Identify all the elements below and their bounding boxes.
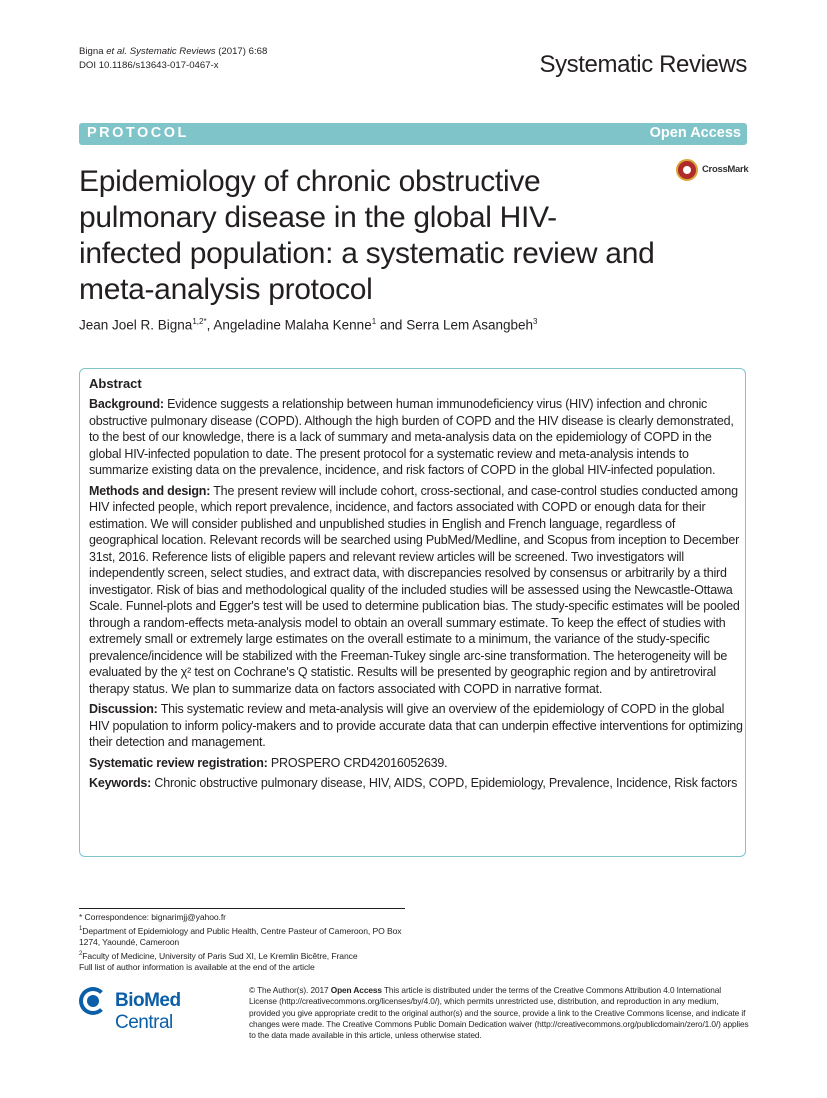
citation-journal: Systematic Reviews (129, 46, 216, 57)
article-type-label: PROTOCOL (87, 125, 189, 141)
section-text: Evidence suggests a relationship between human immunodeficiency virus (HIV) infection and chronic obstructive pulmonary disease (COPD). Although the high burden of COPD and the HIV disease is clearly demonstrated, to the best of our knowledge, there is a lack of summary and meta-analysis data on the epidemiology of COPD in the global HIV-infected population to date. The present protocol for a systematic review and meta-analysis intends to summarize existing data on the prevalence, incidence, and risk factors of COPD in the global HIV-infected population. (89, 397, 734, 477)
license-prefix: © The Author(s). 2017 (249, 985, 331, 995)
author-affiliation: 1,2* (192, 317, 207, 326)
author-affiliation: 3 (533, 317, 538, 326)
section-text: Chronic obstructive pulmonary disease, HIV, AIDS, COPD, Epidemiology, Prevalence, Incidence, Risk factors (151, 776, 738, 790)
biomed-central-icon-core (87, 995, 99, 1007)
section-label: Methods and design: (89, 483, 211, 498)
license-text: This article is distributed under the terms of the Creative Commons Attribution 4.0 International License (http://creativecommons.org/licenses/by/4.0/), which permits unrestricted use, distribution, and reproduction in any medium, provided you give appropriate credit to the original author(s) and the source, provide a link to the Creative Commons license, and indicate if changes were made. The Creative Commons Public Domain Dedication waiver (http://creativecommons.org/publicdomain/zero/1.0/) applies to the data made available in this article, unless otherwise stated. (249, 985, 749, 1041)
citation-year-volume: (2017) 6:68 (218, 46, 268, 57)
full-author-info-note: Full list of author information is available at the end of the article (79, 962, 315, 973)
article-title: Epidemiology of chronic obstructive pulmonary disease in the global HIV-infected population: a systematic review and meta-analysis protocol (79, 165, 655, 306)
crossmark-icon (676, 159, 698, 181)
affiliation-number: 2 (79, 950, 83, 957)
citation-line (79, 45, 267, 59)
logo-regular: Central (115, 1012, 173, 1033)
author-separator: and (376, 317, 407, 333)
section-label: Keywords: (89, 776, 152, 790)
author-affiliation: 1 (371, 317, 377, 326)
section-text: The present review will include cohort, cross-sectional, and case-control studies conducted among HIV infected people, which report prevalence, incidence, and factors associated with COPD or enough data for their estimation. We will consider published and unpublished studies in English and French language, regardless of geographical location. Relevant records will be searched using PubMed/Medline, and Scopus from inception to December 31st, 2016. Reference lists of eligible papers and relevant review articles will be screened. Two investigators will independently screen, select studies, and extract data, with discrepancies resolved by consensus or arbitrarily by a third investigator. Risk of bias and methodological quality of the included studies will be assessed using the Newcastle-Ottawa Scale. Funnel-plots and Egger's test will be used to determine publication bias. The study-specific estimates will be pooled through a random-effects meta-analysis model to obtain an overall summary estimate. To keep the effect of studies with extremely small or extremely large estimates on the overall estimate to a minimum, the variance of the study-specific prevalence/incidence will be stabilized with the Freeman-Tukey single arc-sine transformation. The heterogeneity will be evaluated by the χ² test on Cochrane's Q statistic. Results will be presented by geographic region and by antiretroviral therapy status. We plan to summarize data on factors associated with COPD in narrative format. (89, 483, 740, 696)
biomed-central-wordmark (115, 990, 239, 1034)
section-label: Background: (89, 397, 164, 411)
abstract-heading: Abstract (89, 376, 142, 391)
abstract-registration (89, 755, 743, 772)
affiliation-text: Faculty of Medicine, University of Paris Sud XI, Le Kremlin Bicêtre, France (82, 950, 358, 961)
abstract-discussion (89, 701, 743, 751)
citation-doi[interactable]: DOI 10.1186/s13643-017-0467-x (79, 60, 219, 71)
affiliation-number: 1 (79, 925, 83, 932)
journal-name: Systematic Reviews (539, 51, 747, 78)
author-list (79, 317, 537, 333)
section-label: Systematic review registration: (89, 755, 268, 770)
affiliation-1 (79, 924, 409, 949)
license-statement (249, 985, 749, 1041)
article-type-banner (79, 123, 747, 145)
logo-bold: BioMed (115, 990, 181, 1011)
crossmark-badge[interactable] (676, 156, 750, 186)
abstract-background (89, 396, 743, 479)
author-name: Angeladine Malaha Kenne (213, 317, 372, 333)
section-text: This systematic review and meta-analysis will give an overview of the epidemiology of COPD in the global HIV population to inform policy-makers and to provide accurate data that can underpin effective interventions for optimizing their detection and management. (89, 702, 743, 749)
citation-etal: et al. (106, 46, 128, 57)
section-text: PROSPERO CRD42016052639. (267, 755, 448, 770)
footnotes (79, 912, 409, 974)
biomed-central-logo[interactable] (79, 985, 239, 1033)
abstract-box (79, 368, 746, 857)
footnote-divider (79, 908, 405, 909)
abstract-methods (89, 483, 743, 698)
affiliation-2 (79, 949, 409, 962)
author-name: Serra Lem Asangbeh (406, 317, 534, 333)
author-name: Jean Joel R. Bigna (79, 317, 193, 333)
affiliation-text: Department of Epidemiology and Public Health, Centre Pasteur of Cameroon, PO Box 1274, Yaoundé, Cameroon (79, 925, 402, 948)
open-access-label: Open Access (649, 125, 741, 141)
abstract-keywords (89, 775, 743, 792)
section-label: Discussion: (89, 702, 158, 716)
author-separator: , (206, 317, 214, 333)
crossmark-label: CrossMark (702, 164, 749, 175)
correspondence-note[interactable]: * Correspondence: bignarimjj@yahoo.fr (79, 912, 226, 922)
license-open-access: Open Access (330, 985, 382, 995)
citation-header (79, 45, 267, 73)
citation-author: Bigna (79, 46, 104, 57)
